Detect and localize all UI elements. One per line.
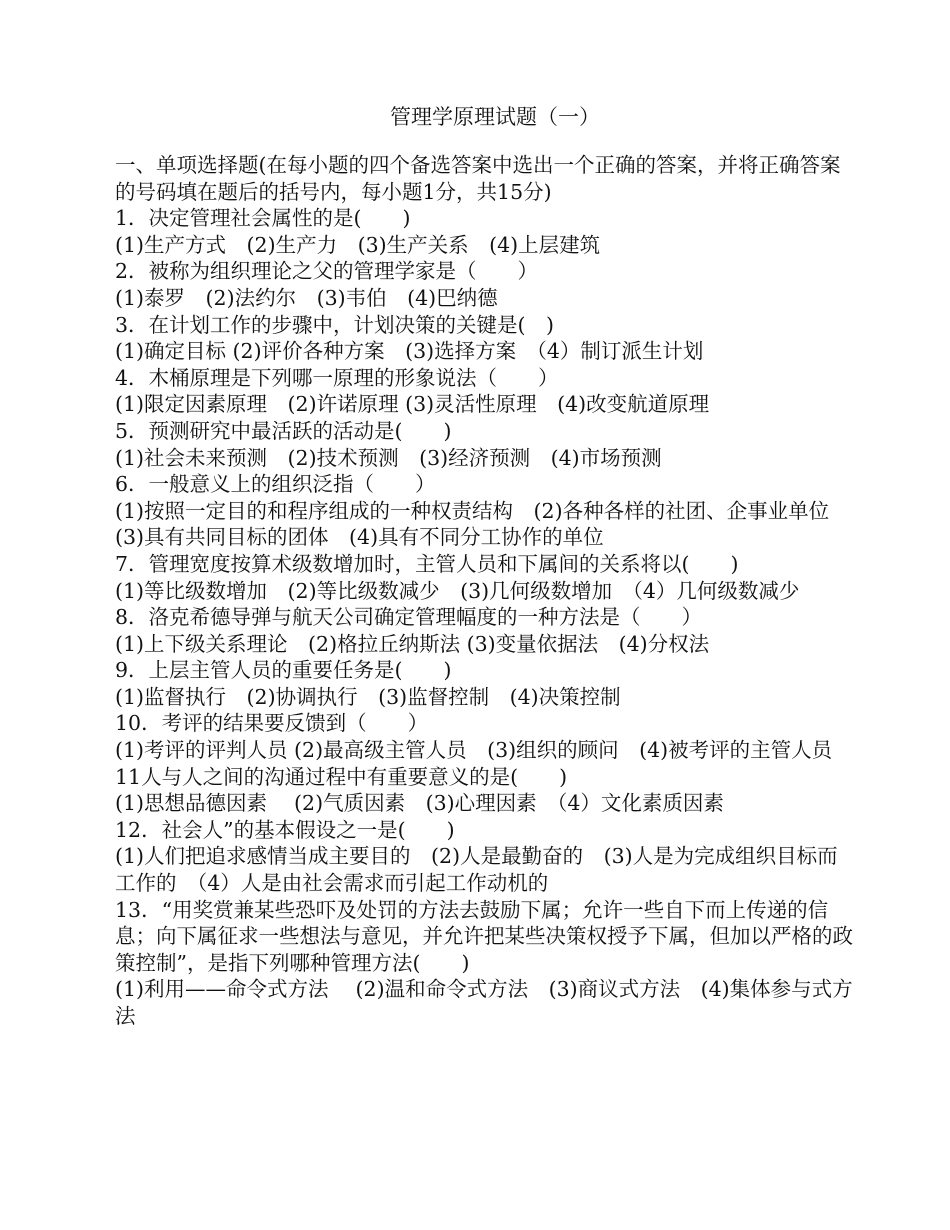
question-13-options: (1)利用——命令式方法 (2)温和命令式方法 (3)商议式方法 (4)集体参与式方法 <box>115 977 853 1028</box>
question-9-text: 9．上层主管人员的重要任务是( ) <box>115 658 452 683</box>
question-6-text: 6．一般意义上的组织泛指（ ） <box>115 472 436 497</box>
question-2-options: (1)泰罗 (2)法约尔 (3)韦伯 (4)巴纳德 <box>115 285 498 310</box>
document-page <box>115 102 855 1030</box>
question-9-options: (1)监督执行 (2)协调执行 (3)监督控制 (4)决策控制 <box>115 684 621 709</box>
question-5-text: 5．预测研究中最活跃的活动是( ) <box>115 418 452 443</box>
question-8-options: (1)上下级关系理论 (2)格拉丘纳斯法 (3)变量依据法 (4)分权法 <box>115 631 710 656</box>
question-1-text: 1．决定管理社会属性的是( ) <box>115 206 411 231</box>
question-5-options: (1)社会未来预测 (2)技术预测 (3)经济预测 (4)市场预测 <box>115 445 662 470</box>
question-6-options: (1)按照一定目的和程序组成的一种权责结构 (2)各种各样的社团、企事业单位 (3)具有共同目标的团体 (4)具有不同分工协作的单位 <box>115 498 850 550</box>
question-3-options: (1)确定目标 (2)评价各种方案 (3)选择方案 （4）制订派生计划 <box>115 339 704 364</box>
question-1-options: (1)生产方式 (2)生产力 (3)生产关系 (4)上层建筑 <box>115 232 601 257</box>
question-8-text: 8．洛克希德导弹与航天公司确定管理幅度的一种方法是（ ） <box>115 605 703 630</box>
question-12-text: 12．社会人”的基本假设之一是( ) <box>115 817 455 842</box>
question-11-text: 11人与人之间的沟通过程中有重要意义的是( ) <box>115 764 568 789</box>
question-11-options: (1)思想品德因素 (2)气质因素 (3)心理因素 （4）文化素质因素 <box>115 791 724 816</box>
question-10-text: 10．考评的结果要反馈到（ ） <box>115 711 429 736</box>
question-13-text: 13．“用奖赏兼某些恐吓及处罚的方法去鼓励下属；允许一些自下而上传递的信息；向下属征求一些想法与意见，并允许把某些决策权授予下属，但加以严格的政策控制”，是指下列哪种管理方法( ) <box>115 897 853 975</box>
document-title: 管理学原理试题（一） <box>390 105 600 129</box>
section-heading: 一、单项选择题(在每小题的四个备选答案中选出一个正确的答案，并将正确答案的号码填在题后的括号内，每小题1分，共15分) <box>115 153 841 204</box>
question-3-text: 3．在计划工作的步骤中，计划决策的关键是( ) <box>115 312 555 337</box>
question-7-options: (1)等比级数增加 (2)等比级数减少 (3)几何级数增加 （4）几何级数减少 <box>115 578 800 603</box>
question-10-options: (1)考评的评判人员 (2)最高级主管人员 (3)组织的顾问 (4)被考评的主管人员 <box>115 738 833 763</box>
question-4-options: (1)限定因素原理 (2)许诺原理 (3)灵活性原理 (4)改变航道原理 <box>115 392 710 417</box>
question-2-text: 2．被称为组织理论之父的管理学家是（ ） <box>115 259 539 284</box>
question-4-text: 4．木桶原理是下列哪一原理的形象说法（ ） <box>115 365 559 390</box>
question-12-options: (1)人们把追求感情当成主要目的 (2)人是最勤奋的 (3)人是为完成组织目标而工作的 （4）人是由社会需求而引起工作动机的 <box>115 844 838 896</box>
question-7-text: 7．管理宽度按算术级数增加时，主管人员和下属间的关系将以( ) <box>115 551 739 576</box>
